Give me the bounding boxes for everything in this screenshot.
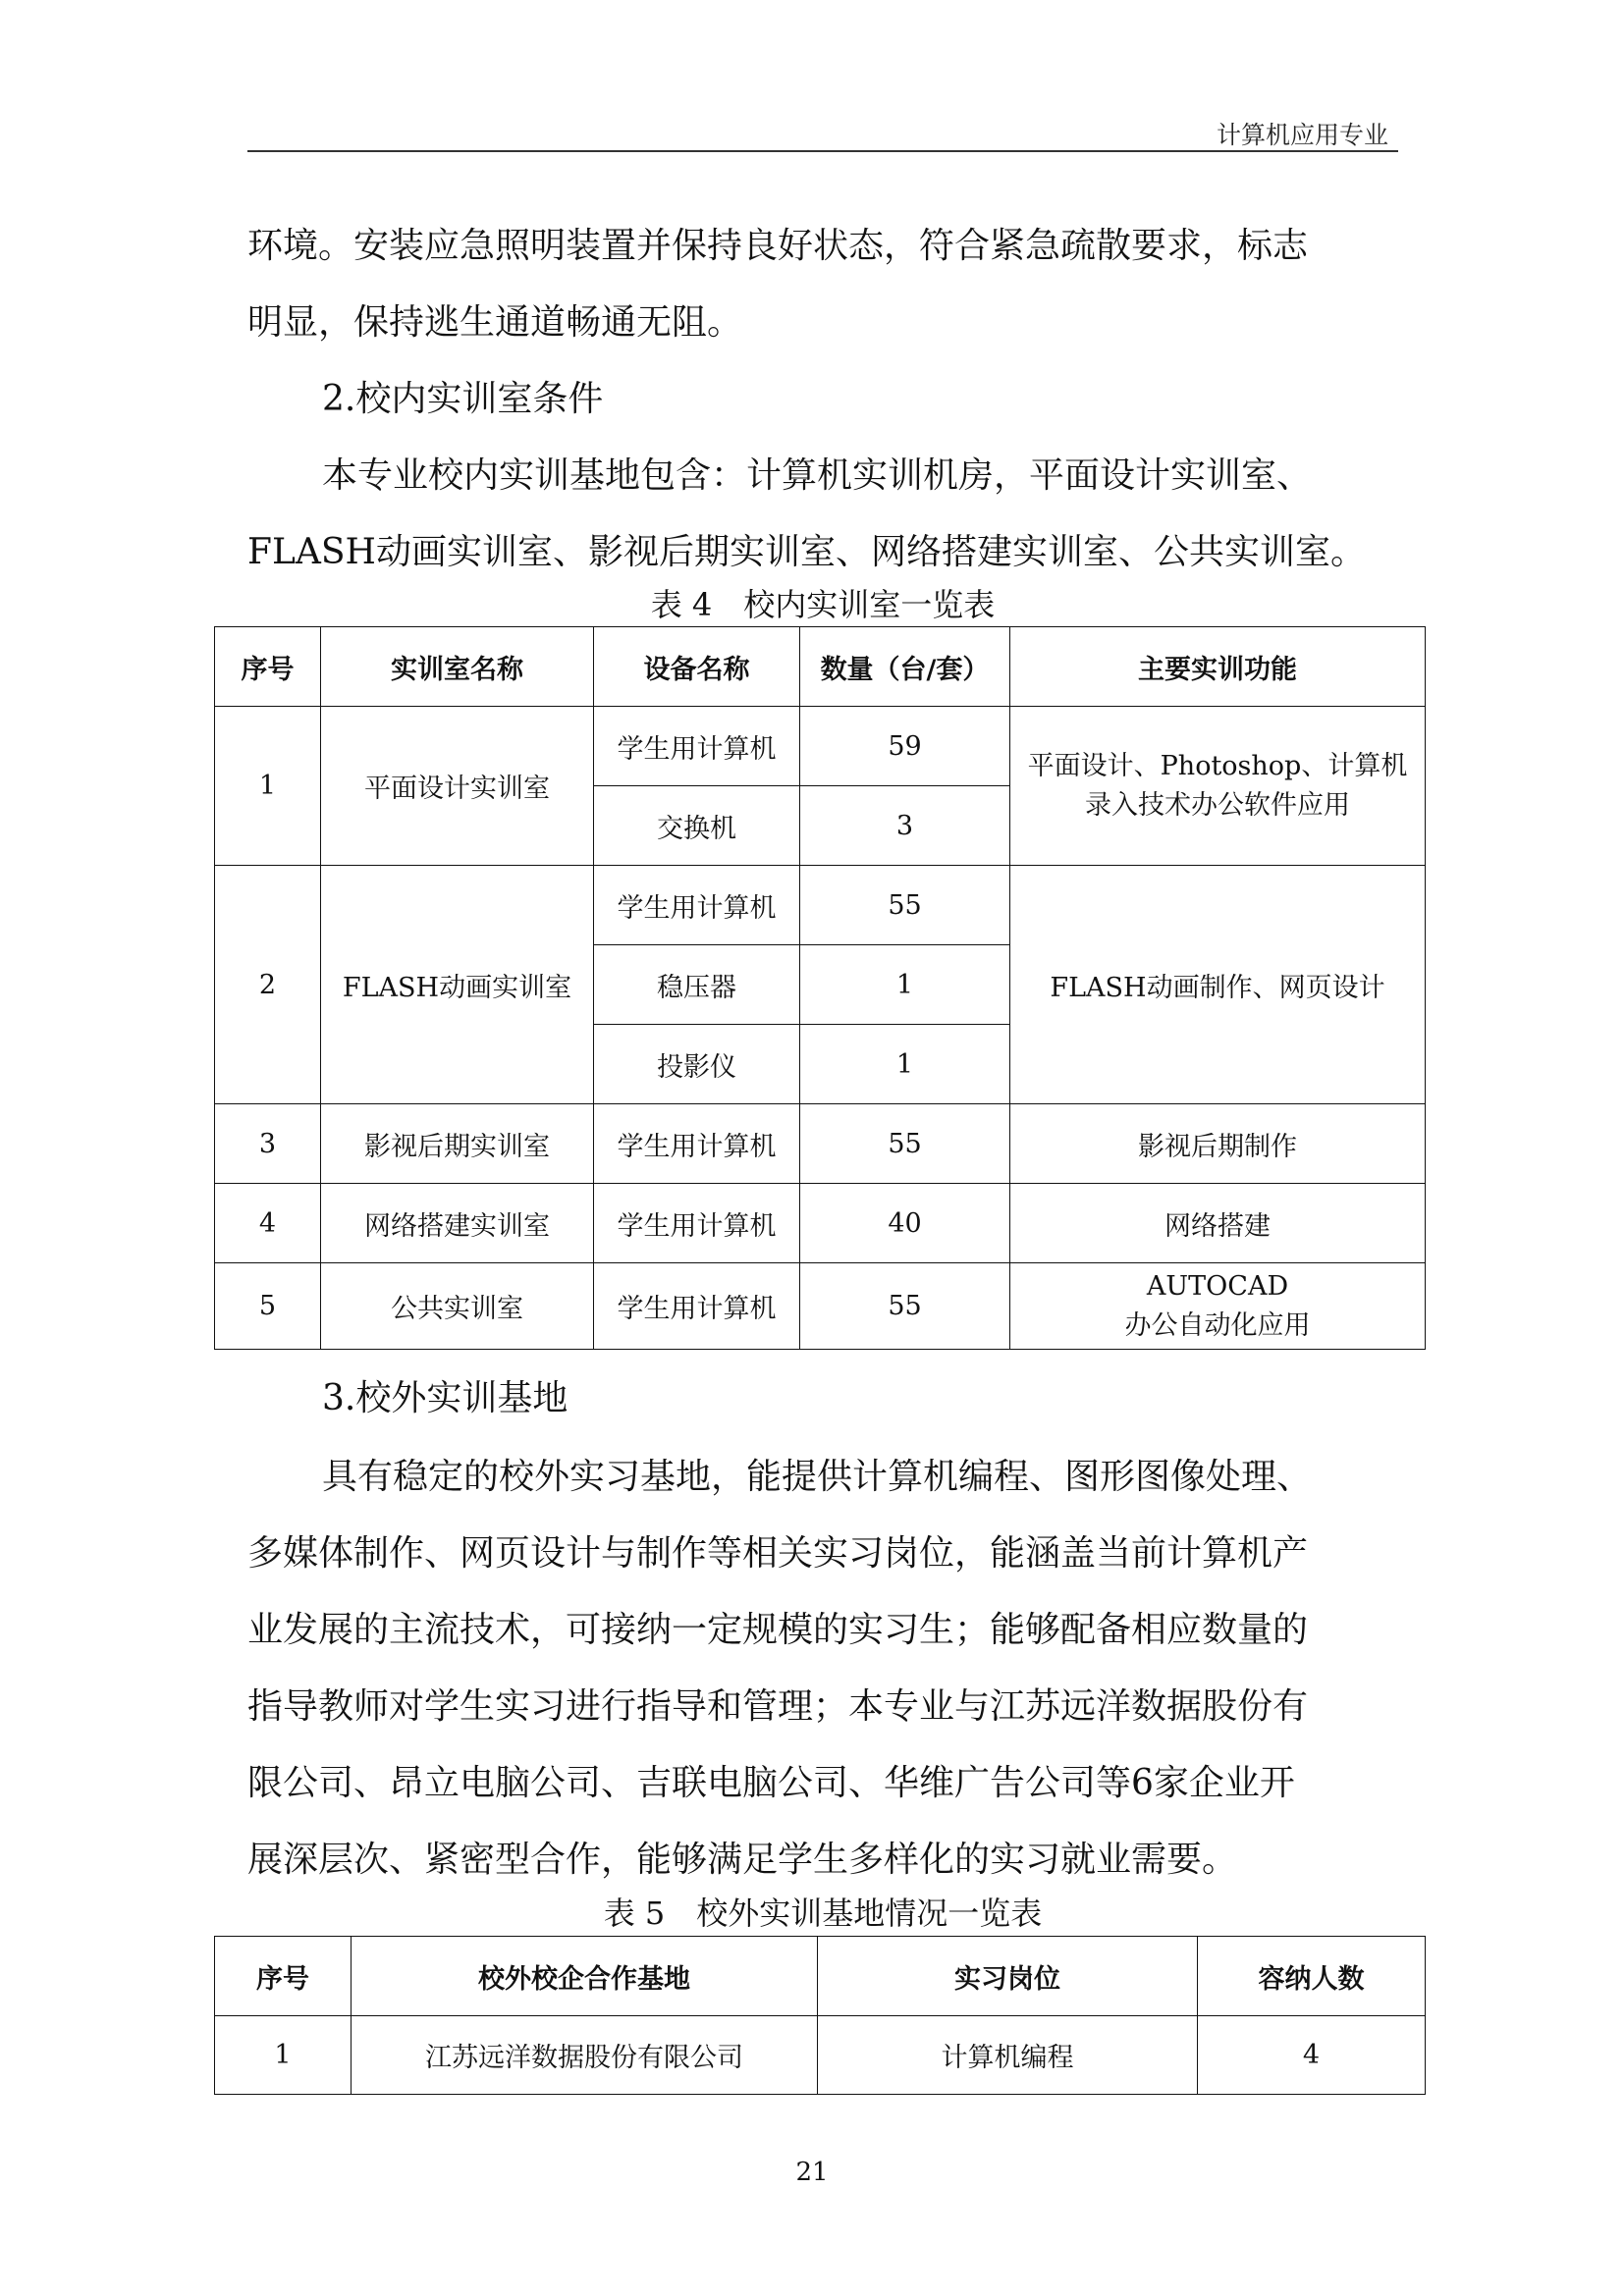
table-cell-qty: 55 (800, 866, 1010, 945)
table-cell-room: FLASH动画实训室 (321, 866, 594, 1104)
table5-header-row (215, 1937, 1426, 2016)
table4-internal-rooms (214, 626, 1426, 1350)
table4-header-cell: 实训室名称 (321, 627, 594, 707)
header-rule (247, 150, 1398, 152)
paragraph-line: 具有稳定的校外实习基地，能提供计算机编程、图形图像处理、 (322, 1457, 1313, 1497)
paragraph-line: 本专业校内实训基地包含：计算机实训机房，平面设计实训室、 (322, 455, 1313, 496)
section-heading-internal: 2.校内实训室条件 (322, 379, 604, 419)
table-row (215, 2016, 1426, 2095)
table-cell-room: 公共实训室 (321, 1263, 594, 1350)
table-cell-no: 1 (215, 707, 321, 866)
function-line: 办公自动化应用 (1124, 1309, 1311, 1341)
paragraph-line: 展深层次、紧密型合作，能够满足学生多样化的实习就业需要。 (247, 1840, 1238, 1880)
table5-header-cell: 容纳人数 (1198, 1937, 1426, 2016)
paragraph-external-bases (247, 1439, 1398, 1898)
paragraph-internal-rooms (247, 438, 1398, 591)
paragraph-line: FLASH动画实训室、影视后期实训室、网络搭建实训室、公共实训室。 (247, 532, 1366, 572)
section-heading-external: 3.校外实训基地 (322, 1378, 568, 1418)
table-cell-base: 江苏远洋数据股份有限公司 (352, 2016, 818, 2095)
table-cell-function (1010, 707, 1426, 866)
table-cell-qty: 40 (800, 1184, 1010, 1263)
table-cell-qty: 55 (800, 1104, 1010, 1184)
table-row (215, 1263, 1426, 1350)
table-cell-equipment: 交换机 (594, 786, 800, 866)
table-cell-no: 2 (215, 866, 321, 1104)
paragraph-line: 多媒体制作、网页设计与制作等相关实习岗位，能涵盖当前计算机产 (247, 1533, 1309, 1574)
table-cell-qty: 1 (800, 945, 1010, 1025)
table4-header-cell: 数量（台/套） (800, 627, 1010, 707)
paragraph-line: 限公司、昂立电脑公司、吉联电脑公司、华维广告公司等6家企业开 (247, 1763, 1295, 1803)
table-cell-post: 计算机编程 (818, 2016, 1198, 2095)
table4-header-cell: 序号 (215, 627, 321, 707)
table-cell-equipment: 学生用计算机 (594, 1104, 800, 1184)
table-cell-function (1010, 1263, 1426, 1350)
table-cell-qty: 59 (800, 707, 1010, 786)
table-cell-qty: 55 (800, 1263, 1010, 1350)
table-cell-room: 影视后期实训室 (321, 1104, 594, 1184)
table4-header-cell: 设备名称 (594, 627, 800, 707)
page-number: 21 (795, 2158, 829, 2187)
table-cell-capacity: 4 (1198, 2016, 1426, 2095)
table-cell-room: 平面设计实训室 (321, 707, 594, 866)
table5-external-bases (214, 1936, 1426, 2095)
table4-header-cell: 主要实训功能 (1010, 627, 1426, 707)
function-line: 录入技术办公软件应用 (1085, 789, 1350, 821)
table5-header-cell: 校外校企合作基地 (352, 1937, 818, 2016)
table4-caption: 表 4 校内实训室一览表 (650, 586, 996, 623)
table5-caption: 表 5 校外实训基地情况一览表 (603, 1895, 1043, 1932)
paragraph-environment (247, 208, 1398, 361)
paragraph-line: 环境。安装应急照明装置并保持良好状态，符合紧急疏散要求，标志 (247, 226, 1309, 266)
table5-header-cell: 实习岗位 (818, 1937, 1198, 2016)
table-row (215, 866, 1426, 945)
table-cell-function: FLASH动画制作、网页设计 (1010, 866, 1426, 1104)
running-header-title: 计算机应用专业 (1216, 121, 1388, 149)
table-cell-function: 网络搭建 (1010, 1184, 1426, 1263)
table-cell-qty: 3 (800, 786, 1010, 866)
function-line: 平面设计、Photoshop、计算机 (1027, 750, 1408, 781)
table-row (215, 1184, 1426, 1263)
table-cell-equipment: 投影仪 (594, 1025, 800, 1104)
table-row (215, 1104, 1426, 1184)
table-cell-no: 5 (215, 1263, 321, 1350)
table-cell-room: 网络搭建实训室 (321, 1184, 594, 1263)
function-line: AUTOCAD (1146, 1270, 1289, 1302)
table-cell-equipment: 学生用计算机 (594, 1184, 800, 1263)
table-cell-equipment: 学生用计算机 (594, 866, 800, 945)
table-row (215, 707, 1426, 786)
paragraph-line: 明显，保持逃生通道畅通无阻。 (247, 302, 743, 343)
table-cell-no: 1 (215, 2016, 352, 2095)
table-cell-no: 4 (215, 1184, 321, 1263)
table5-header-cell: 序号 (215, 1937, 352, 2016)
paragraph-line: 业发展的主流技术，可接纳一定规模的实习生；能够配备相应数量的 (247, 1610, 1309, 1650)
table4-header-row (215, 627, 1426, 707)
table-cell-qty: 1 (800, 1025, 1010, 1104)
table-cell-function: 影视后期制作 (1010, 1104, 1426, 1184)
table-cell-equipment: 稳压器 (594, 945, 800, 1025)
table-cell-no: 3 (215, 1104, 321, 1184)
paragraph-line: 指导教师对学生实习进行指导和管理；本专业与江苏远洋数据股份有 (247, 1686, 1309, 1727)
table-cell-equipment: 学生用计算机 (594, 1263, 800, 1350)
table-cell-equipment: 学生用计算机 (594, 707, 800, 786)
